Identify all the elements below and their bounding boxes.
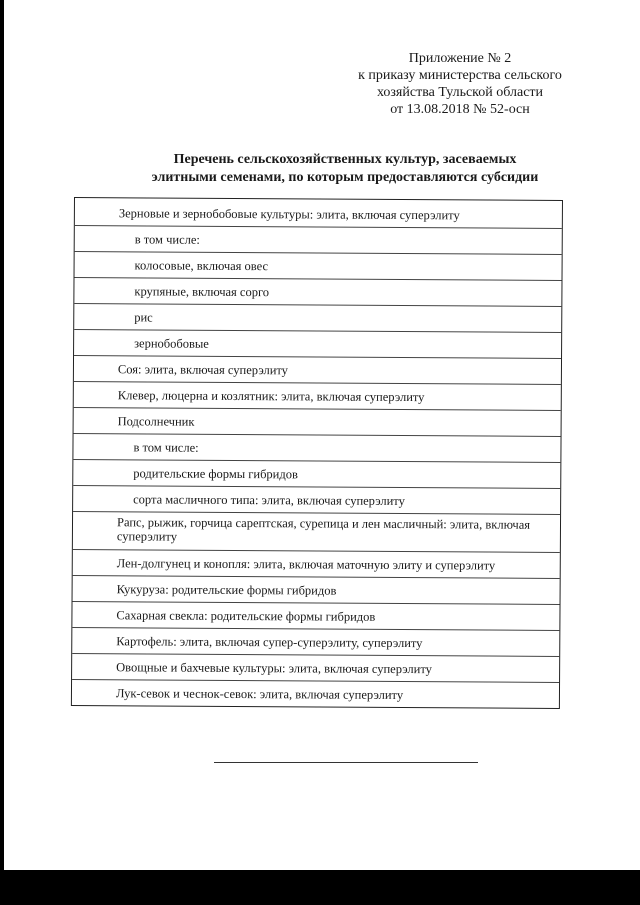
table-row: Овощные и бахчевые культуры: элита, включая суперэлиту (72, 654, 559, 683)
table-row: Кукуруза: родительские формы гибридов (73, 576, 560, 605)
table-row: зернобобовые (74, 330, 561, 359)
table-row: Клевер, люцерна и козлятник: элита, включая суперэлиту (74, 382, 561, 411)
table-row: Подсолнечник (74, 408, 561, 437)
annex-order-ref: к приказу министерства сельского (358, 68, 562, 83)
table-row: колосовые, включая овес (75, 252, 562, 281)
crop-list-table (71, 197, 563, 709)
annex-number: Приложение № 2 (408, 51, 512, 66)
scan-edge-bottom (0, 870, 640, 905)
table-row: Зерновые и зернобобовые культуры: элита, включая суперэлиту (75, 198, 562, 229)
signature-divider-line (214, 762, 478, 763)
table-row: рис (74, 304, 561, 333)
table-row: Рапс, рыжик, горчица сарептская, сурепица и лен масличный: элита, включая суперэлиту (73, 512, 560, 553)
scan-edge-left (0, 0, 4, 870)
annex-header (330, 50, 590, 118)
table-row: в том числе: (75, 226, 562, 255)
document-title (80, 151, 610, 187)
annex-date-number: от 13.08.2018 № 52-осн (390, 102, 530, 117)
document-title-line-2: элитными семенами, по которым предоставляются субсидии (151, 170, 539, 185)
table-row: Картофель: элита, включая супер-суперэлиту, суперэлиту (72, 628, 559, 657)
annex-ministry: хозяйства Тульской области (376, 85, 544, 100)
table-row: родительские формы гибридов (73, 460, 560, 489)
document-title-line-1: Перечень сельскохозяйственных культур, засеваемых (173, 152, 517, 167)
table-row: сорта масличного типа: элита, включая суперэлиту (73, 486, 560, 515)
table-row: крупяные, включая сорго (74, 278, 561, 307)
table-row: Лен-долгунец и конопля: элита, включая маточную элиту и суперэлиту (73, 550, 560, 579)
table-row: Лук-севок и чеснок-севок: элита, включая суперэлиту (115, 686, 404, 703)
table-row: в том числе: (73, 434, 560, 463)
table-row: Соя: элита, включая суперэлиту (74, 356, 561, 385)
table-row: Сахарная свекла: родительские формы гибридов (72, 602, 559, 631)
